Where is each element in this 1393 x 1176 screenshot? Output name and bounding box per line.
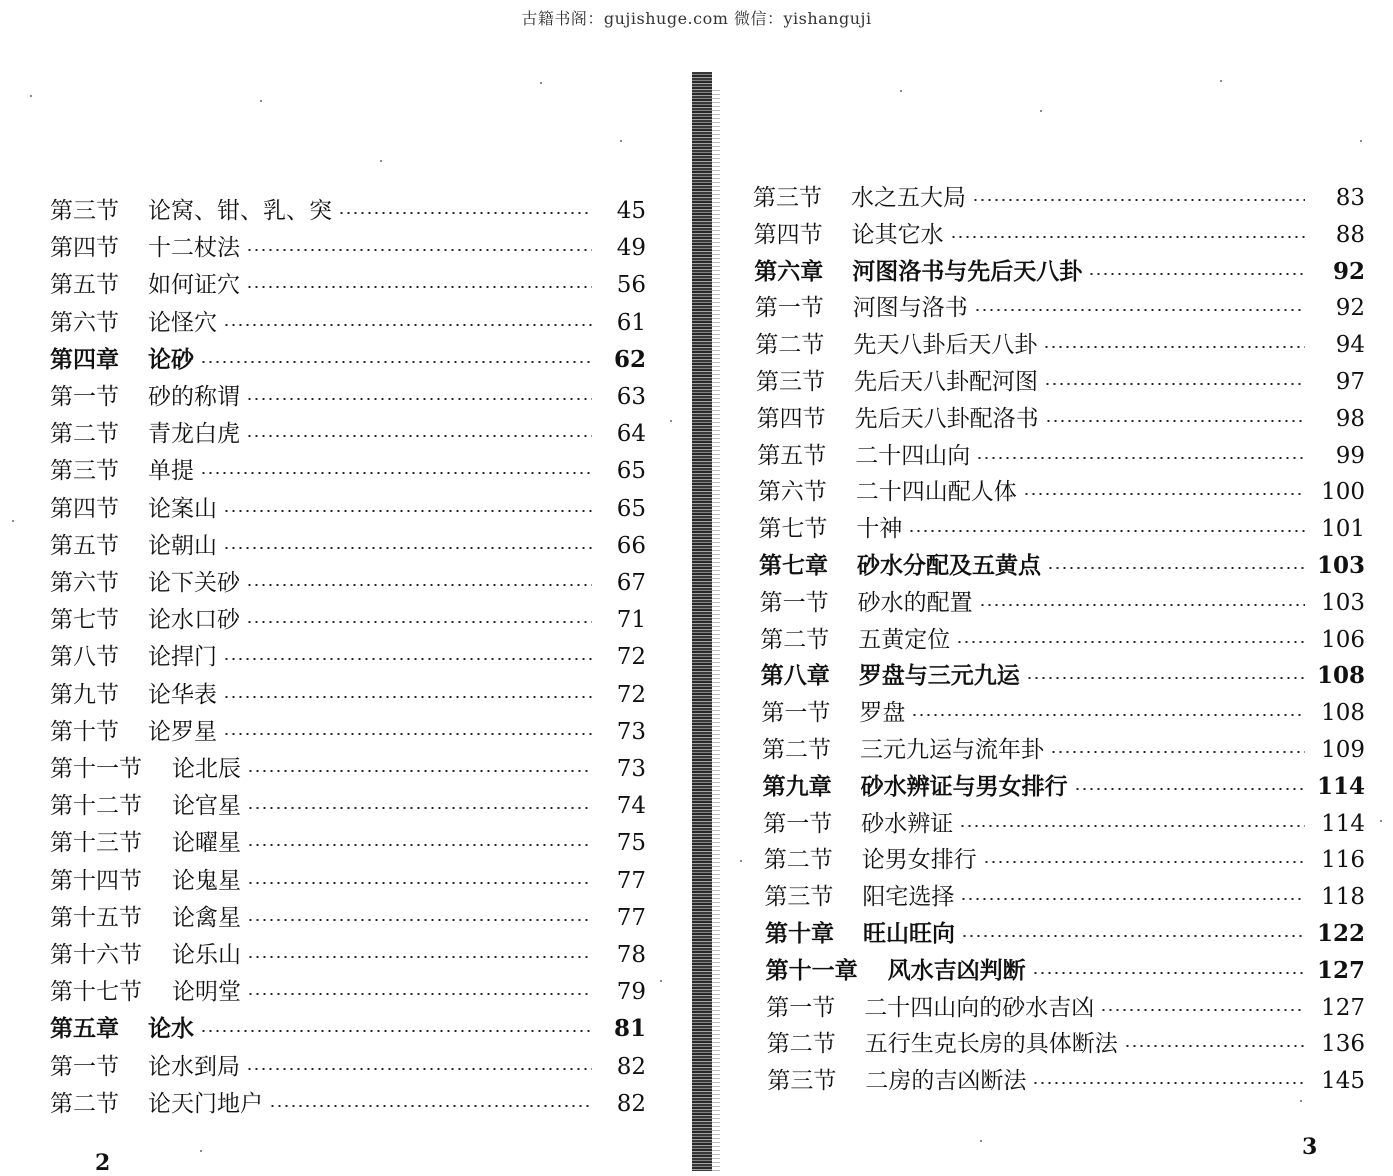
toc-section-row [50,382,646,412]
toc-section-number: 第十章 [765,920,834,947]
toc-leader-dots [983,861,1305,863]
watermark-text: 古籍书阁：gujishuge.com 微信：yishanguji [521,9,872,28]
toc-section-number: 第十六节 [50,942,142,968]
right-page-folio: 3 [1302,1134,1318,1160]
toc-chapter-row [759,551,1365,581]
toc-section-number: 第五节 [50,532,119,559]
toc-section-row [753,183,1365,213]
toc-section-row [50,1052,646,1082]
toc-page-number: 122 [1316,920,1365,947]
toc-leader-dots [961,935,1305,937]
toc-page-number: 78 [616,942,646,968]
toc-page-number: 101 [1321,516,1365,543]
toc-leader-dots [908,530,1305,532]
toc-page-number: 77 [616,867,646,894]
toc-page-number: 108 [1316,662,1365,690]
scan-speck [30,95,32,97]
scan-speck [980,1140,982,1142]
toc-title: 砂的称谓 [148,384,240,410]
toc-leader-dots [979,604,1305,606]
left-page [0,0,690,1176]
toc-chapter-row [765,919,1365,949]
toc-section-row [50,494,646,524]
toc-section-row [766,993,1365,1023]
toc-section-number: 第二节 [760,626,830,653]
toc-page-number: 98 [1335,405,1365,432]
toc-page-number: 88 [1335,221,1365,248]
toc-section-row [50,419,646,449]
toc-section-number: 第三节 [50,458,119,485]
toc-chapter-row [761,661,1365,691]
toc-page-number: 103 [1316,552,1365,579]
toc-page-number: 127 [1316,956,1365,984]
toc-leader-dots [1023,493,1305,495]
toc-title: 论鬼星 [172,867,241,894]
toc-section-number: 第七节 [50,607,119,634]
toc-title: 如何证穴 [148,272,240,299]
toc-title: 论砂 [148,345,194,373]
scan-speck [900,90,902,92]
toc-section-number: 第四节 [756,405,826,432]
toc-chapter-row [763,772,1365,802]
toc-page-number: 81 [613,1015,646,1043]
toc-section-number: 第四章 [50,345,119,373]
scan-speck [1300,1100,1302,1102]
toc-title: 十神 [856,516,903,543]
toc-leader-dots [247,956,592,958]
toc-section-number: 第三节 [50,198,119,224]
toc-title: 十二杖法 [148,235,240,262]
book-spine [692,72,712,1171]
toc-page-number: 83 [1335,185,1365,211]
toc-section-number: 第九节 [50,681,119,708]
toc-leader-dots [959,825,1305,827]
toc-section-row [760,625,1365,655]
toc-section-number: 第八章 [760,662,830,690]
toc-section-number: 第二节 [766,1031,836,1058]
toc-section-number: 第十二节 [50,793,142,820]
toc-chapter-row [766,956,1365,986]
toc-page-number: 82 [616,1090,646,1117]
toc-title: 论官星 [172,793,241,820]
toc-section-number: 第四节 [50,495,119,522]
toc-page-number: 65 [616,495,646,522]
toc-section-number: 第四节 [50,235,119,262]
toc-page-number: 127 [1321,994,1365,1021]
toc-section-row [50,754,646,784]
toc-section-row [50,308,646,338]
toc-section-row [764,882,1365,912]
toc-page-number: 82 [616,1053,646,1080]
toc-section-number: 第五节 [50,272,119,299]
toc-section-row [50,977,646,1007]
toc-page-number: 97 [1335,369,1365,395]
toc-leader-dots [223,658,592,660]
toc-page-number: 63 [616,384,646,410]
toc-page-number: 100 [1321,479,1365,506]
toc-section-number: 第一节 [759,589,829,616]
toc-section-number: 第五章 [50,1015,119,1043]
toc-page-number: 106 [1321,626,1365,653]
toc-page-number: 65 [616,458,646,485]
toc-page-number: 73 [616,718,646,745]
toc-section-row [767,1066,1365,1096]
toc-section-row [50,456,646,486]
toc-page-number: 103 [1321,589,1365,616]
toc-section-number: 第六节 [50,570,119,596]
toc-leader-dots [200,1030,592,1032]
toc-section-row [50,828,646,858]
toc-title: 五行生克长房的具体断法 [864,1031,1118,1058]
toc-title: 河图洛书与先后天八卦 [852,257,1083,285]
toc-section-row [761,698,1365,728]
toc-section-row [50,680,646,710]
toc-title: 论乐山 [172,942,241,968]
toc-leader-dots [247,807,592,809]
scan-speck [1040,110,1042,112]
toc-title: 论北辰 [172,756,241,782]
toc-section-row [50,531,646,561]
toc-title: 旺山旺向 [863,920,955,947]
toc-section-number: 第十一节 [50,756,142,782]
toc-page-number: 94 [1335,332,1365,359]
toc-page-number: 116 [1321,847,1365,874]
toc-section-number: 第十四节 [50,867,142,894]
toc-leader-dots [911,714,1305,716]
toc-section-number: 第三节 [767,1068,837,1095]
toc-title: 论明堂 [172,979,241,1006]
scan-speck [660,980,662,982]
toc-section-number: 第一节 [50,384,119,410]
toc-leader-dots [246,398,592,400]
toc-section-row [762,735,1365,765]
toc-leader-dots [247,993,592,995]
toc-page-number: 64 [616,421,646,448]
book-spine-edge [712,90,720,1171]
toc-title: 论下关砂 [148,570,240,596]
toc-leader-dots [1044,383,1305,385]
toc-leader-dots [1026,677,1305,679]
toc-title: 论水 [148,1015,194,1043]
toc-section-number: 第十五节 [50,904,142,931]
toc-title: 砂水辨证与男女排行 [860,772,1068,800]
toc-section-number: 第八节 [50,644,119,671]
toc-leader-dots [1043,346,1305,348]
toc-title: 罗盘与三元九运 [858,662,1020,690]
toc-section-row [758,477,1365,507]
toc-page-number: 75 [616,830,646,857]
toc-section-row [763,809,1365,839]
toc-section-number: 第四节 [753,221,823,248]
toc-leader-dots [223,547,592,549]
toc-page-number: 73 [616,756,646,782]
toc-section-number: 第七章 [759,552,828,579]
toc-page-number: 49 [616,235,646,262]
toc-title: 论禽星 [172,904,241,931]
toc-leader-dots [1045,420,1305,422]
toc-section-number: 第二节 [762,737,831,763]
toc-section-number: 第六节 [757,479,827,506]
toc-leader-dots [950,236,1305,238]
scan-speck [12,520,14,522]
toc-title: 论怪穴 [148,309,217,336]
toc-page-number: 61 [616,309,646,336]
toc-title: 单提 [148,458,194,485]
toc-chapter-row [50,1014,646,1044]
toc-leader-dots [246,286,592,288]
toc-page-number: 118 [1321,884,1365,911]
toc-title: 先后天八卦配洛书 [854,405,1039,432]
toc-leader-dots [1124,1045,1305,1047]
toc-leader-dots [223,733,592,735]
toc-section-number: 第十七节 [50,979,142,1006]
toc-page-number: 92 [1335,295,1365,322]
toc-leader-dots [1088,273,1305,275]
scan-speck [1360,140,1362,142]
scan-speck [620,140,622,142]
toc-section-row [50,903,646,933]
toc-title: 二十四山向的砂水吉凶 [864,994,1095,1021]
toc-section-row [764,845,1365,875]
toc-page-number: 114 [1316,772,1365,800]
toc-title: 三元九运与流年卦 [860,737,1044,763]
toc-section-number: 第一节 [754,295,824,322]
scan-speck [1380,820,1382,822]
toc-title: 论窝、钳、乳、突 [148,198,332,224]
toc-section-row [50,270,646,300]
toc-leader-dots [246,249,592,251]
toc-page-number: 92 [1332,257,1365,285]
toc-leader-dots [247,844,592,846]
toc-page-number: 114 [1321,810,1365,837]
toc-leader-dots [247,919,592,921]
toc-title: 水之五大局 [851,185,966,211]
toc-leader-dots [1100,1009,1305,1011]
toc-leader-dots [269,1105,592,1107]
toc-leader-dots [1032,972,1305,974]
toc-page-number: 62 [613,345,646,373]
toc-title: 二十四山向 [855,442,971,469]
toc-section-row [50,1089,646,1119]
toc-leader-dots [976,457,1305,459]
toc-leader-dots [223,696,592,698]
toc-title: 论男女排行 [861,847,977,874]
toc-section-row [760,588,1365,618]
toc-section-number: 第九章 [762,772,832,800]
toc-section-number: 第一节 [766,994,836,1021]
toc-leader-dots [1047,567,1305,569]
toc-leader-dots [246,1068,592,1070]
toc-section-number: 第二节 [763,847,833,874]
toc-section-number: 第三节 [764,884,834,911]
toc-leader-dots [247,770,592,772]
toc-section-row [758,514,1365,544]
toc-section-row [755,293,1365,323]
toc-page-number: 67 [616,570,646,596]
toc-page-number: 72 [616,644,646,671]
toc-title: 论朝山 [148,532,217,559]
toc-section-number: 第三节 [756,369,825,395]
toc-leader-dots [200,472,592,474]
toc-leader-dots [223,324,592,326]
scan-speck [1220,80,1222,82]
toc-section-number: 第二节 [50,421,119,448]
toc-section-row [756,367,1365,397]
toc-section-number: 第六章 [754,257,824,285]
toc-chapter-row [754,257,1365,287]
toc-section-row [757,441,1365,471]
toc-section-row [50,605,646,635]
toc-leader-dots [960,898,1305,900]
toc-leader-dots [338,212,592,214]
scan-speck [380,160,382,162]
toc-section-number: 第二节 [50,1090,119,1117]
toc-section-row [50,196,646,226]
toc-section-row [767,1029,1365,1059]
toc-section-number: 第十三节 [50,830,142,857]
toc-leader-dots [974,309,1305,311]
toc-page-number: 145 [1321,1068,1365,1095]
scan-speck [740,860,742,862]
toc-page-number: 99 [1335,442,1365,469]
toc-section-number: 第五节 [757,442,827,469]
toc-leader-dots [246,435,592,437]
toc-leader-dots [1074,788,1305,790]
left-page-folio: 2 [95,1150,111,1176]
toc-leader-dots [246,621,592,623]
toc-section-row [50,791,646,821]
toc-title: 罗盘 [859,700,906,727]
toc-title: 阳宅选择 [862,884,955,911]
toc-section-number: 第一节 [763,810,833,837]
toc-leader-dots [247,882,592,884]
toc-title: 砂水辨证 [861,810,954,837]
toc-section-number: 第十一章 [765,956,858,984]
toc-title: 先天八卦后天八卦 [853,332,1038,359]
scan-speck [260,100,262,102]
toc-title: 论捍门 [148,644,217,671]
toc-title: 论案山 [148,495,217,522]
toc-page-number: 66 [616,532,646,559]
toc-leader-dots [956,641,1305,643]
toc-page-number: 79 [616,979,646,1006]
toc-title: 青龙白虎 [148,421,240,448]
toc-page-number: 74 [616,793,646,820]
toc-section-row [50,568,646,598]
toc-section-row [755,330,1365,360]
toc-title: 论曜星 [172,830,241,857]
toc-title: 论华表 [148,681,217,708]
toc-page-number: 45 [616,198,646,224]
toc-title: 河图与洛书 [852,295,968,322]
toc-page-number: 136 [1321,1031,1365,1058]
toc-title: 风水吉凶判断 [887,956,1026,984]
toc-title: 五黄定位 [858,626,951,653]
toc-page-number: 56 [616,272,646,299]
toc-section-number: 第一节 [761,700,831,727]
toc-leader-dots [1032,1082,1305,1084]
toc-section-row [50,866,646,896]
toc-section-row [50,233,646,263]
toc-title: 论罗星 [148,718,217,745]
toc-title: 砂水分配及五黄点 [857,552,1041,579]
toc-title: 二房的吉凶断法 [865,1068,1027,1095]
toc-page-number: 77 [616,904,646,931]
toc-page-number: 72 [616,681,646,708]
toc-page-number: 108 [1321,700,1365,727]
toc-page-number: 71 [616,607,646,634]
scan-speck [670,420,672,422]
toc-page-number: 109 [1321,737,1365,763]
scan-speck [200,1150,202,1152]
toc-title: 砂水的配置 [857,589,973,616]
scan-speck [540,82,542,84]
toc-leader-dots [223,510,592,512]
toc-title: 论其它水 [851,221,944,248]
right-page [720,0,1393,1171]
toc-title: 论天门地户 [148,1090,263,1117]
toc-leader-dots [200,361,592,363]
toc-section-row [757,404,1365,434]
toc-section-number: 第十节 [50,718,119,745]
toc-section-number: 第三节 [753,185,822,211]
toc-title: 二十四山配人体 [855,479,1017,506]
toc-title: 论水口砂 [148,607,240,634]
toc-section-row [50,717,646,747]
toc-leader-dots [972,199,1305,201]
toc-title: 论水到局 [148,1053,240,1080]
toc-section-row [754,220,1365,250]
toc-section-number: 第七节 [758,516,828,543]
toc-leader-dots [1050,751,1305,753]
toc-section-row [50,642,646,672]
toc-leader-dots [246,584,592,586]
toc-chapter-row [50,345,646,375]
toc-section-number: 第二节 [755,332,825,359]
toc-section-row [50,940,646,970]
toc-section-number: 第六节 [50,309,119,336]
toc-title: 先后天八卦配河图 [854,369,1038,395]
toc-section-number: 第一节 [50,1053,119,1080]
